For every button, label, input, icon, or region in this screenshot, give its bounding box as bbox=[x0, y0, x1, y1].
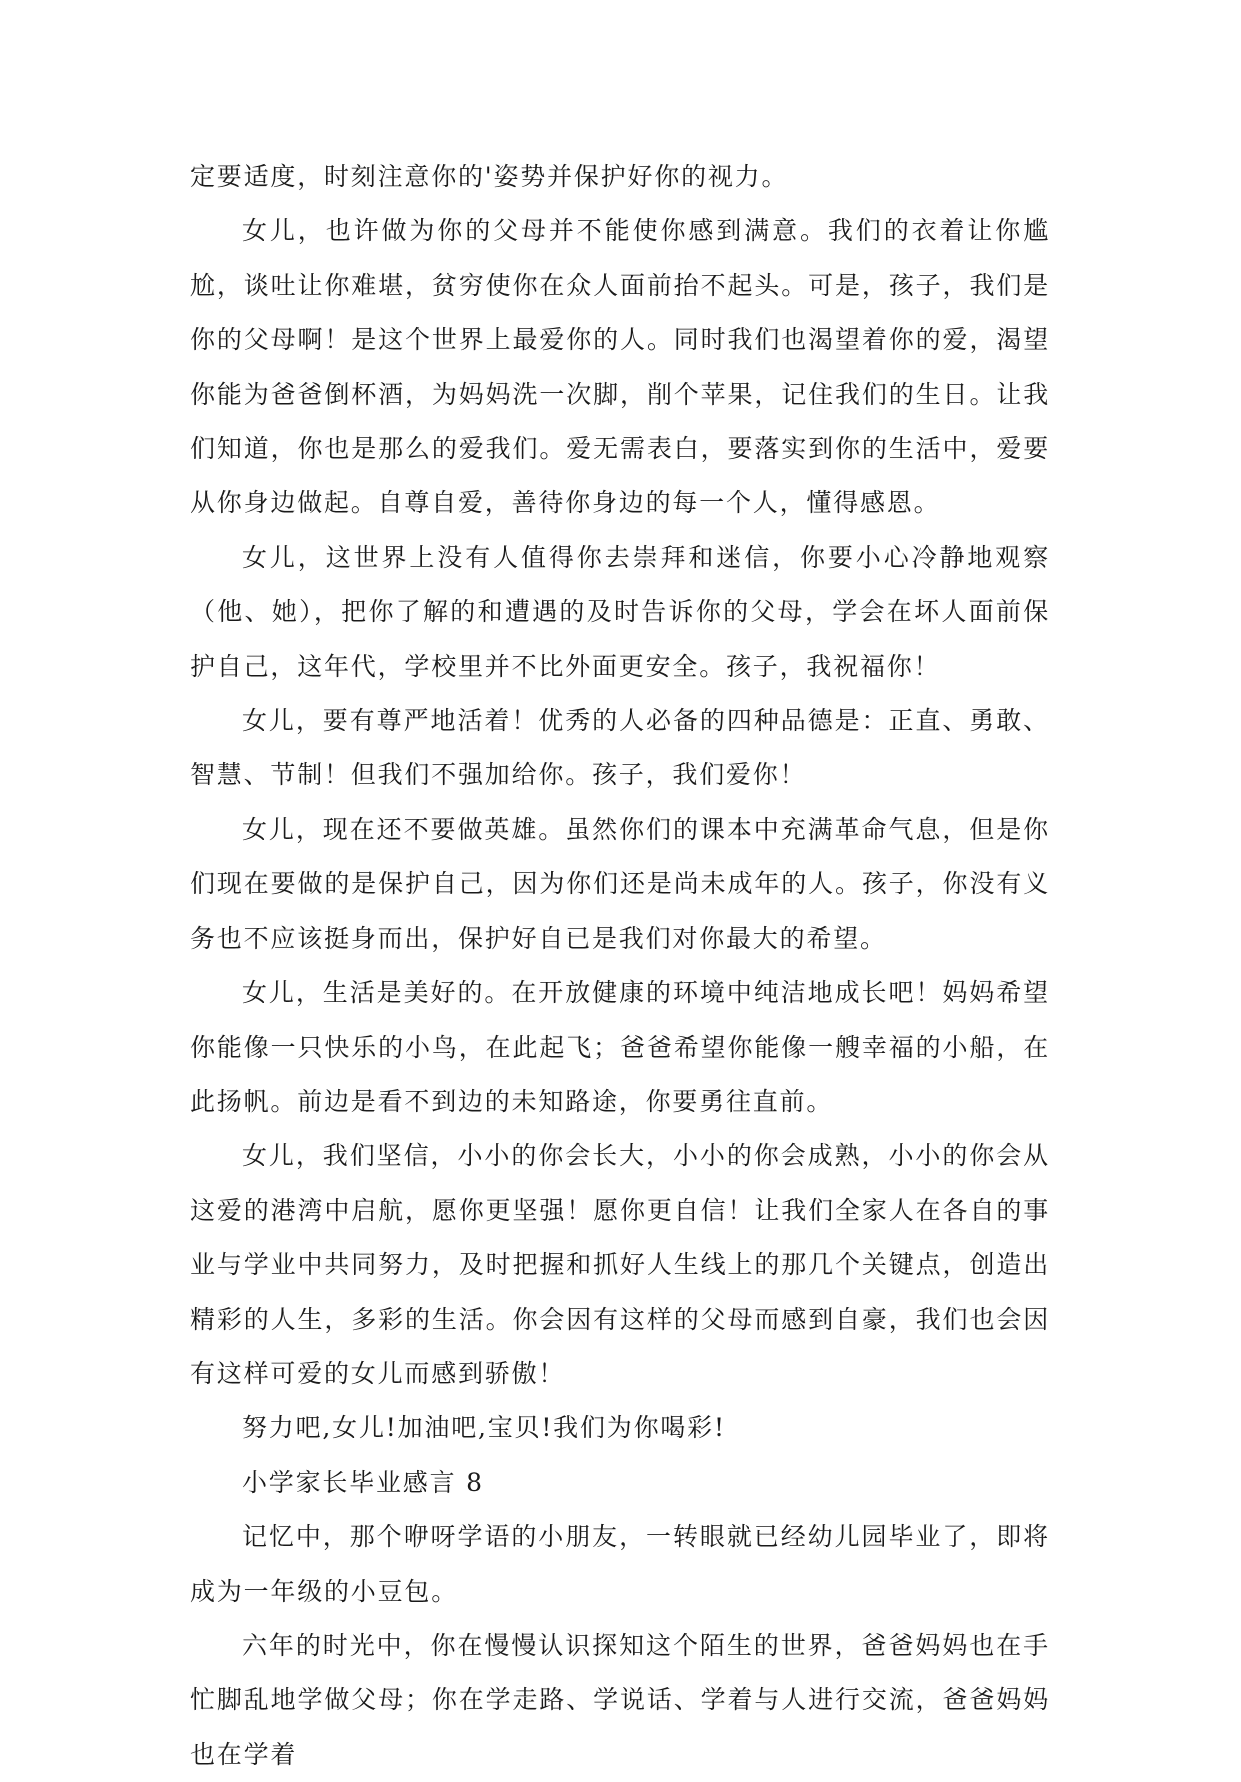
paragraph-3: 女儿，要有尊严地活着！优秀的人必备的四种品德是：正直、勇敢、智慧、节制！但我们不强加给你。孩子，我们爱你！ bbox=[190, 706, 1050, 790]
paragraph-9: 记忆中，那个咿呀学语的小朋友，一转眼就已经幼儿园毕业了，即将成为一年级的小豆包。 bbox=[190, 1522, 1050, 1606]
paragraph-2: 女儿，这世界上没有人值得你去崇拜和迷信，你要小心冷静地观察（他、她），把你了解的和遭遇的及时告诉你的父母，学会在坏人面前保护自己，这年代，学校里并不比外面更安全。孩子，我祝福你！ bbox=[190, 542, 1050, 681]
paragraph-7: 努力吧,女儿!加油吧,宝贝!我们为你喝彩! bbox=[242, 1413, 726, 1443]
document-body bbox=[190, 150, 1050, 1782]
paragraph-10: 六年的时光中，你在慢慢认识探知这个陌生的世界，爸爸妈妈也在手忙脚乱地学做父母；你在学走路、学说话、学着与人进行交流，爸爸妈妈也在学着 bbox=[190, 1630, 1050, 1769]
section-heading: 小学家长毕业感言 8 bbox=[242, 1467, 484, 1497]
paragraph-4: 女儿，现在还不要做英雄。虽然你们的课本中充满革命气息，但是你们现在要做的是保护自己，因为你们还是尚未成年的人。孩子，你没有义务也不应该挺身而出，保护好自已是我们对你最大的希望。 bbox=[190, 814, 1050, 953]
paragraph-1: 女儿，也许做为你的父母并不能使你感到满意。我们的衣着让你尴尬，谈吐让你难堪，贫穷使你在众人面前抬不起头。可是，孩子，我们是你的父母啊！是这个世界上最爱你的人。同时我们也渴望着你的爱，渴望你能为爸爸倒杯酒，为妈妈洗一次脚，削个苹果，记住我们的生日。让我们知道，你也是那么的爱我们。爱无需表白，要落实到你的生活中，爱要从你身边做起。自尊自爱，善待你身边的每一个人，懂得感恩。 bbox=[190, 216, 1050, 518]
paragraph-6: 女儿，我们坚信，小小的你会长大，小小的你会成熟，小小的你会从这爱的港湾中启航，愿你更坚强！愿你更自信！让我们全家人在各自的事业与学业中共同努力，及时把握和抓好人生线上的那几个关键点，创造出精彩的人生，多彩的生活。你会因有这样的父母而感到自豪，我们也会因有这样可爱的女儿而感到骄傲！ bbox=[190, 1141, 1050, 1388]
paragraph-0: 定要适度，时刻注意你的'姿势并保护好你的视力。 bbox=[190, 162, 789, 191]
paragraph-5: 女儿，生活是美好的。在开放健康的环境中纯洁地成长吧！妈妈希望你能像一只快乐的小鸟，在此起飞；爸爸希望你能像一艘幸福的小船，在此扬帆。前边是看不到边的未知路途，你要勇往直前。 bbox=[190, 978, 1050, 1116]
